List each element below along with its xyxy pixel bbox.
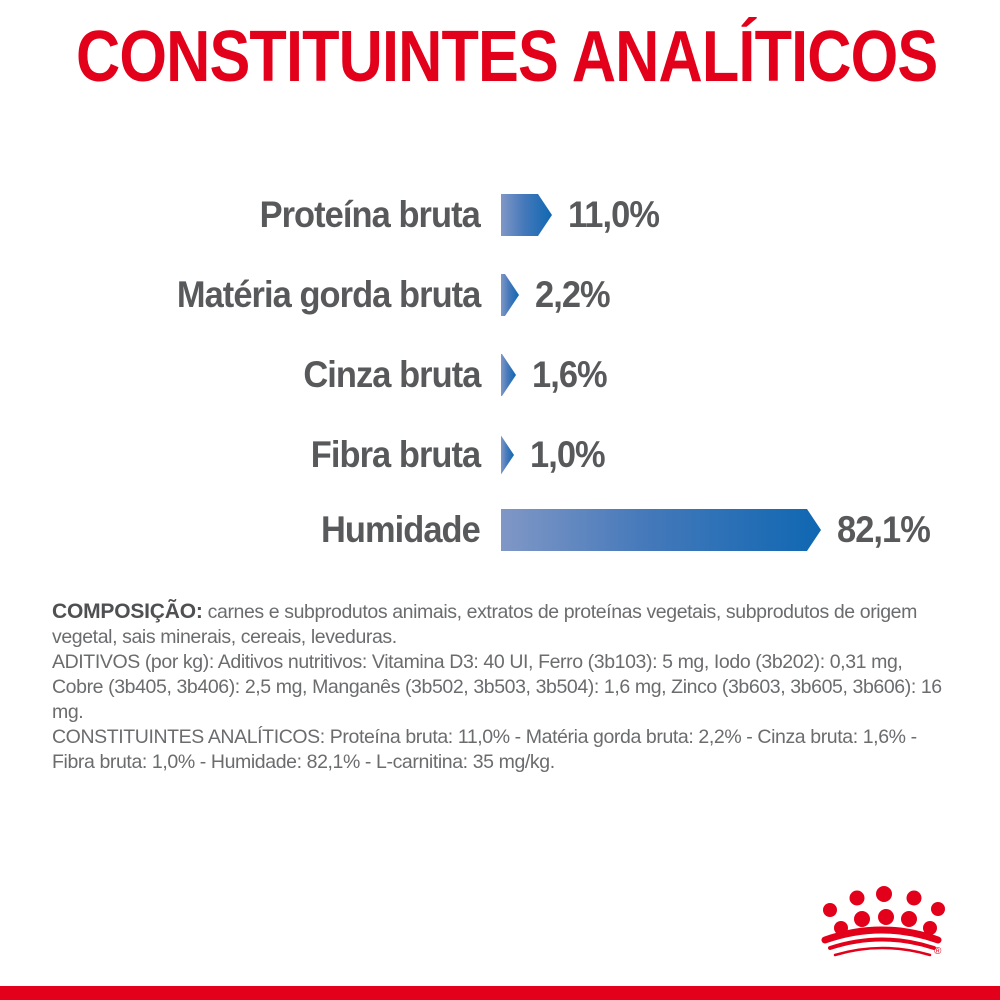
- bar-label: [0, 194, 480, 236]
- composition-paragraph: [52, 599, 952, 650]
- bar-value: [568, 194, 666, 236]
- bar: [501, 354, 516, 396]
- bar-value: [535, 274, 615, 316]
- bar-value-text: 2,2%: [535, 274, 610, 315]
- royal-canin-crown-logo: [820, 886, 946, 966]
- bar-label-text: Cinza bruta: [302, 354, 480, 395]
- bar-value: [532, 354, 612, 396]
- bar-label-text: Proteína bruta: [259, 194, 480, 235]
- bar-value-text: 1,6%: [532, 354, 607, 395]
- crown-arcs: [825, 930, 938, 955]
- chart-row: [0, 354, 612, 396]
- page-title-text: CONSTITUINTES ANALÍTICOS: [75, 17, 938, 97]
- bar: [501, 274, 519, 316]
- bar-label: [0, 354, 480, 396]
- bar-value: [530, 434, 610, 476]
- bar-label-text: Humidade: [321, 509, 480, 550]
- registered-mark: ®: [934, 946, 942, 957]
- chart-row: [0, 509, 937, 551]
- bar-label-text: Matéria gorda bruta: [176, 274, 480, 315]
- bar: [501, 509, 821, 551]
- analytical-paragraph: CONSTITUINTES ANALÍTICOS: Proteína bruta: 11,0% - Matéria gorda bruta: 2,2% - Cinza bruta: 1,6% - Fibra bruta: 1,0% - Humidade: 82,1% - L-carnitina: 35 mg/kg.: [52, 726, 917, 773]
- bar-value-text: 82,1%: [837, 509, 930, 550]
- additives-paragraph: ADITIVOS (por kg): Aditivos nutritivos: Vitamina D3: 40 UI, Ferro (3b103): 5 mg, Iodo (3b202): 0,31 mg, Cobre (3b405, 3b406): 2,5 mg, Manganês (3b502, 3b503, 3b504): 1,6 mg, Zinco (3b603, 3b605, 3b606): 16 mg.: [52, 651, 942, 723]
- composition-text: carnes e subprodutos animais, extratos de proteínas vegetais, subprodutos de origem vegetal, sais minerais, cereais, leveduras.: [52, 601, 917, 648]
- bar: [501, 194, 552, 236]
- composition-lead: COMPOSIÇÃO:: [52, 600, 203, 623]
- bar-value: [837, 509, 937, 551]
- chart-row: [0, 274, 615, 316]
- chart-row: [0, 194, 666, 236]
- info-paragraphs: [52, 599, 952, 775]
- bar-label: [0, 509, 480, 551]
- bar-value-text: 1,0%: [530, 434, 605, 475]
- bar-label: [0, 434, 480, 476]
- bar-value-text: 11,0%: [568, 194, 660, 235]
- bar-label-text: Fibra bruta: [310, 434, 480, 475]
- chart-row: [0, 434, 610, 476]
- bar-label: [0, 274, 480, 316]
- bottom-red-strip: [0, 986, 1000, 1000]
- bar: [501, 434, 514, 476]
